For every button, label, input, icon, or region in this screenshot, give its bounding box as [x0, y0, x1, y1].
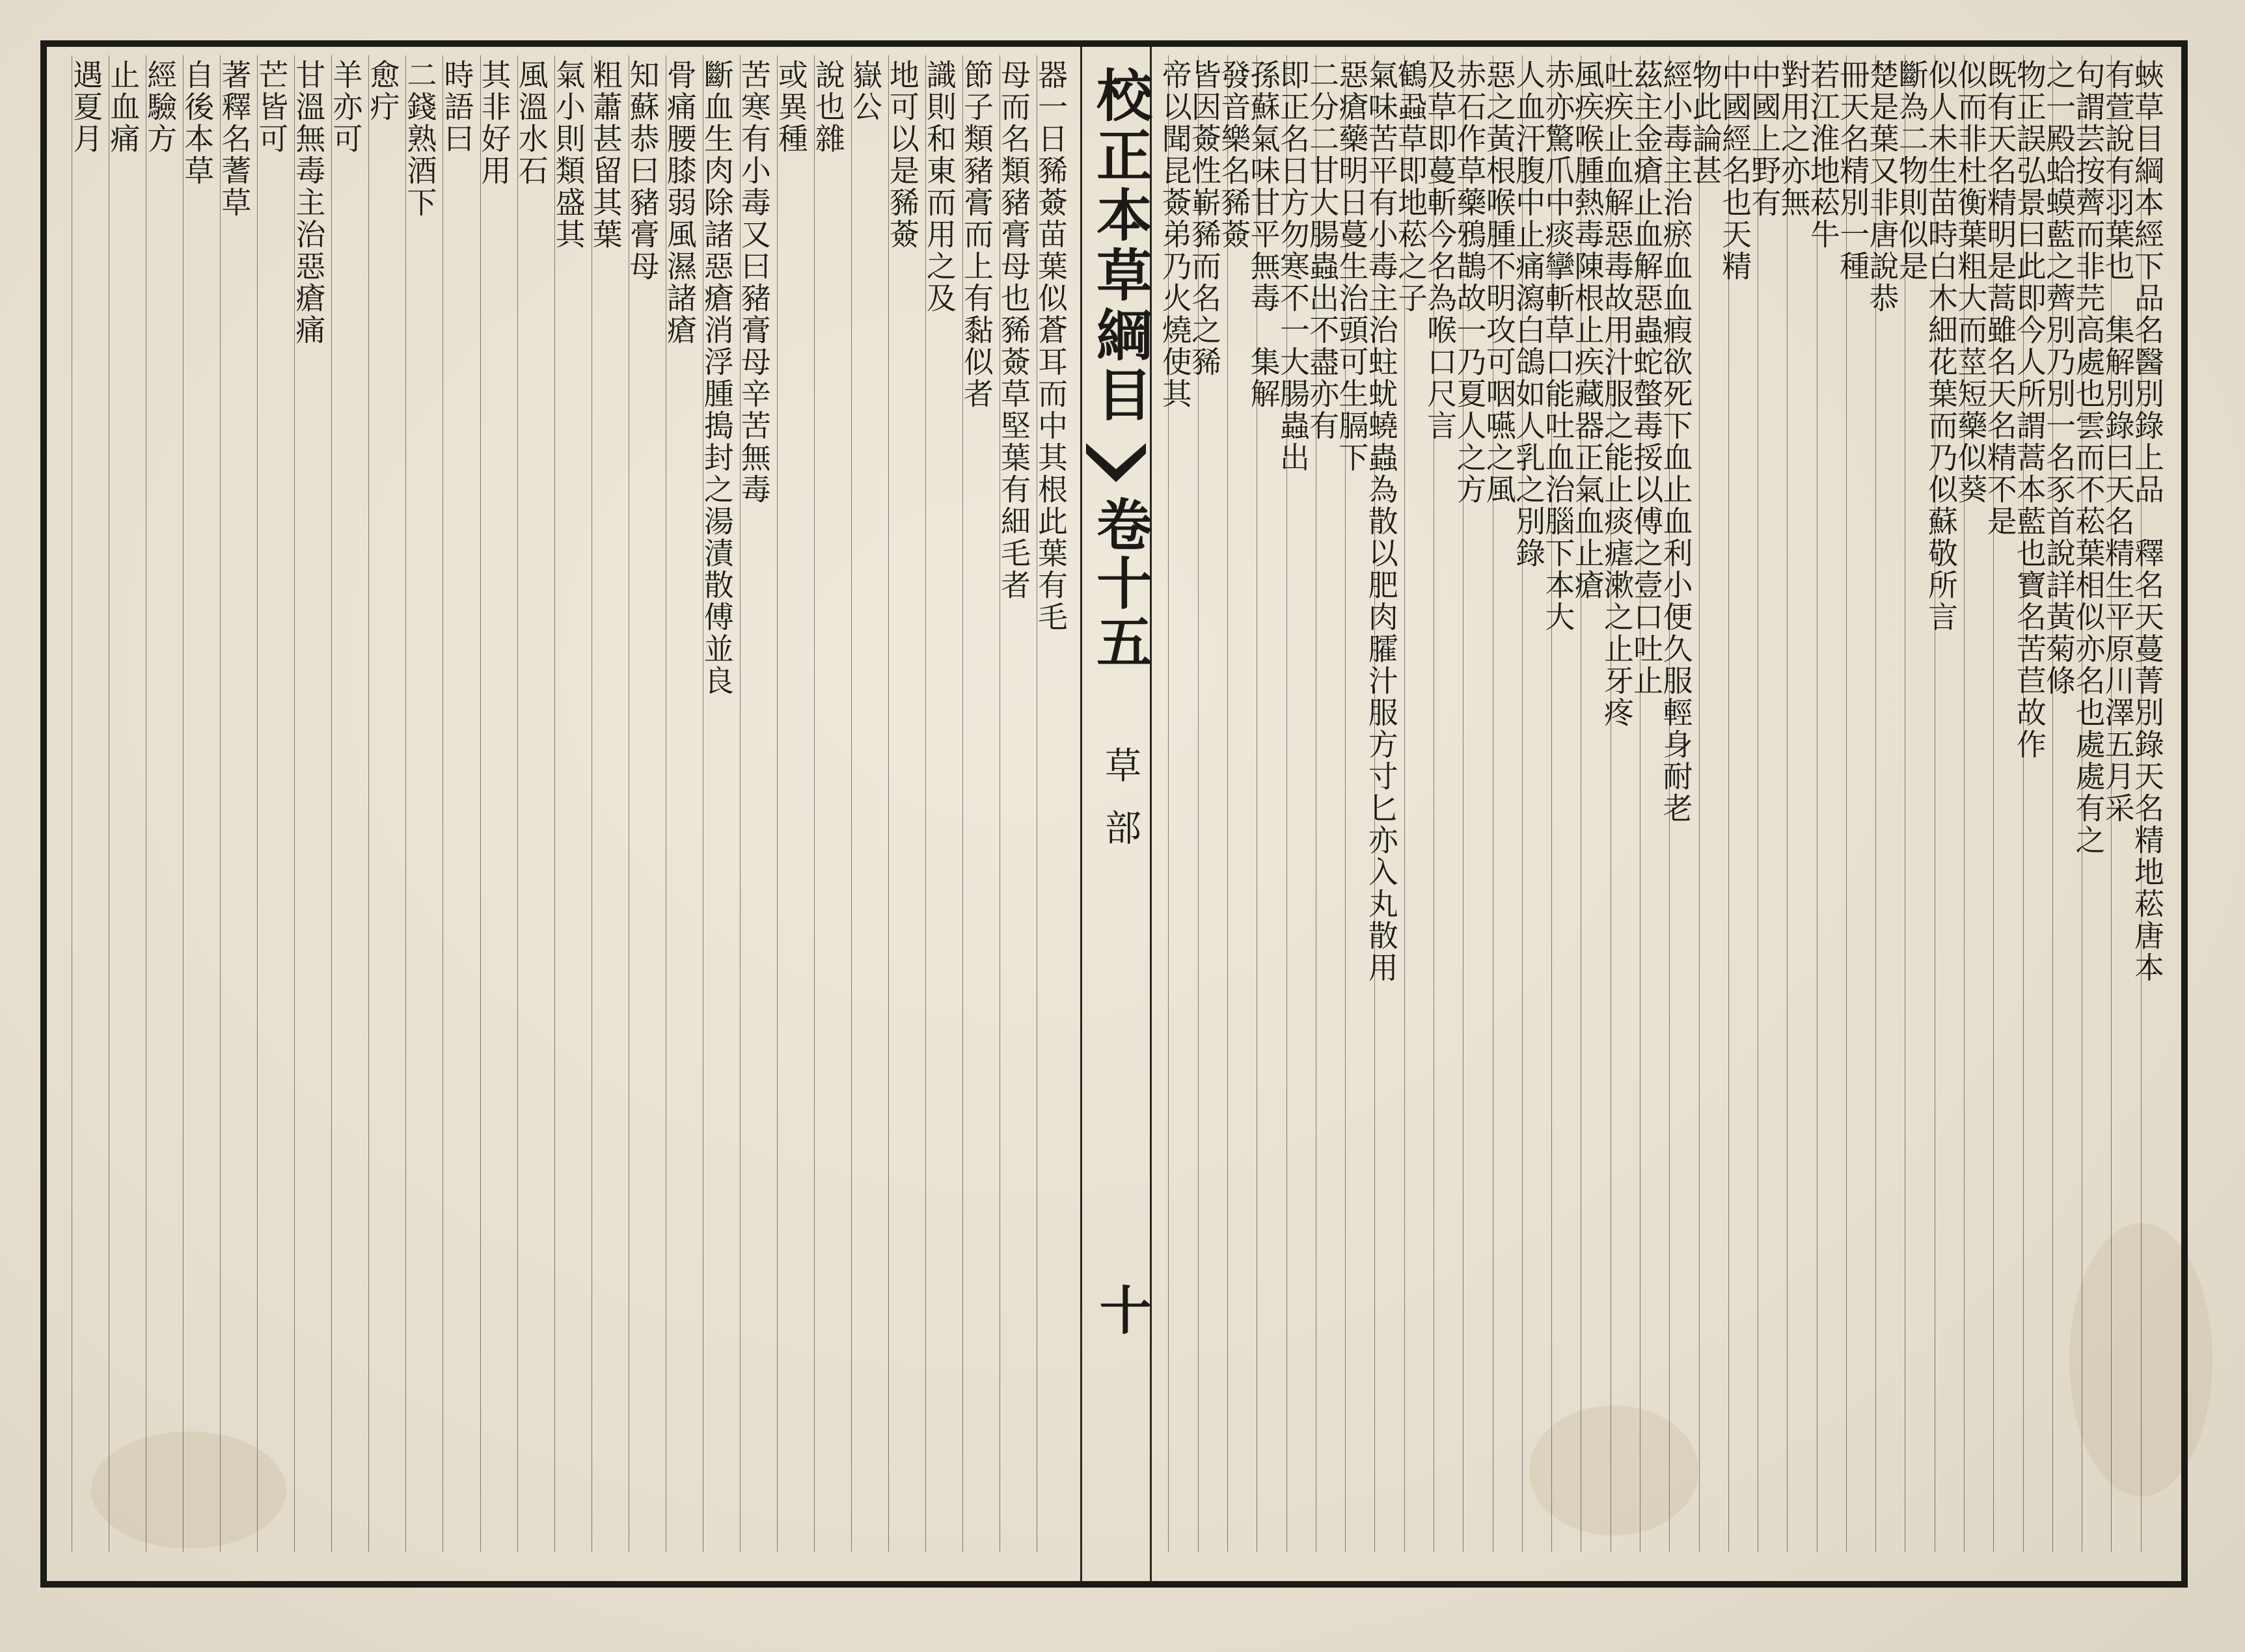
- text-column: 冊天名精別一種: [1846, 55, 1875, 1552]
- text-column: 芒皆可: [257, 55, 294, 1552]
- text-column: 風疾喉腫熱毒陳根止疾藏器正氣血止瘡: [1581, 55, 1610, 1552]
- text-column: 物此論甚: [1699, 55, 1728, 1552]
- text-column: 中國上野有: [1758, 55, 1787, 1552]
- text-column: 句謂芸按薺而非芫高處也雲而不菘葉相似亦名也處處有之: [2082, 55, 2111, 1552]
- text-column: 愈疔: [368, 55, 405, 1552]
- text-column: 既有天名精明是蒿雖名天名精不是: [1993, 55, 2022, 1552]
- text-column: 遇夏月: [72, 55, 109, 1552]
- text-column: 楚是葉又非唐說恭: [1875, 55, 1905, 1552]
- text-column: 骨痛腰膝弱風濕諸瘡: [666, 55, 703, 1552]
- text-column: 知蘇恭曰豬膏母: [629, 55, 666, 1552]
- text-column: 其非好用: [480, 55, 517, 1552]
- page-number: 十: [1091, 1283, 1152, 1335]
- text-column: 茲主金瘡止血解惡蟲蛇螫毒挼以傅之壹口吐止: [1640, 55, 1669, 1552]
- text-column: 粗蕭甚留其葉: [592, 55, 629, 1552]
- text-column: 風溫水石: [517, 55, 554, 1552]
- text-column: 著釋名蓍草: [220, 55, 257, 1552]
- volume-label: 卷十五: [1087, 496, 1152, 671]
- text-column: 似人未生苗時白木細花葉而乃似蘇敬所言: [1935, 55, 1964, 1552]
- text-column: 經驗方: [146, 55, 183, 1552]
- text-column: 赤石作草藥鴉鵲故一乃夏人之方: [1463, 55, 1492, 1552]
- fishtail-mark-icon: [1082, 440, 1150, 493]
- text-column: 孫蘇氣味甘平無毒 集解: [1257, 55, 1286, 1552]
- text-column: 斷血生肉除諸惡瘡消浮腫搗封之湯漬散傅並良: [703, 55, 740, 1552]
- text-column: 皆因薟性嶄豨而名之豨: [1198, 55, 1227, 1552]
- text-column: 物正誤弘景曰此即今人所謂蒿本藍也寶名苦苣故作: [2023, 55, 2052, 1552]
- text-column: 地可以是豨薟: [888, 55, 925, 1552]
- text-column: 甘溫無毒主治惡瘡痛: [294, 55, 331, 1552]
- text-column: 二錢熟酒下: [405, 55, 442, 1552]
- text-column: 帝以聞昆薟弟乃火燒使其: [1168, 55, 1197, 1552]
- text-column: 似而非杜衡葉粗大而莖短藥似葵: [1964, 55, 1993, 1552]
- text-column: 識則和東而用之及: [925, 55, 962, 1552]
- text-column: 羊亦可: [331, 55, 368, 1552]
- text-column: 即正名日方勿寒不一大腸蟲出: [1286, 55, 1316, 1552]
- text-column: 鶴蝨草即地菘之子: [1404, 55, 1434, 1552]
- book-title: 校正本草綱目: [1087, 66, 1152, 426]
- left-page: [59, 55, 1074, 1571]
- text-column: 赤亦驚爪中痰攣斬草口能吐血治腦下本大: [1551, 55, 1581, 1552]
- text-column: 母而名類豬膏母也豨薟草堅葉有細毛者: [1000, 55, 1037, 1552]
- text-column: 及草即蔓斬今名為喉口尺言: [1434, 55, 1463, 1552]
- text-column: 止血痛: [109, 55, 146, 1552]
- text-column: 氣味苦平有小毒主治蛀蚘蟯蟲為散以肥肉臛汁服方寸匕亦入丸散用: [1374, 55, 1404, 1552]
- text-column: 二分二甘大腸蟲出不盡亦有: [1316, 55, 1345, 1552]
- text-column: 說也雜: [814, 55, 851, 1552]
- text-column: 苦寒有小毒又曰豬膏母辛苦無毒: [740, 55, 777, 1552]
- text-column: 發音樂名豨薟: [1227, 55, 1257, 1552]
- text-column: 斷為二物則似是: [1905, 55, 1934, 1552]
- text-column: 蛺草目綱本經下品名醫別錄上品 釋名天蔓菁別錄天名精地菘唐本: [2141, 55, 2170, 1552]
- right-page: [1155, 55, 2170, 1571]
- text-column: 人血汗腹中止痛瀉白鴿如人乳之別錄: [1522, 55, 1551, 1552]
- text-column: 若江淮地菘牛: [1817, 55, 1846, 1552]
- text-column: 時語曰: [442, 55, 480, 1552]
- text-column: 惡瘡藥明日蔓生治頭可生膈下: [1345, 55, 1374, 1552]
- text-column: 對用之亦無: [1787, 55, 1816, 1552]
- text-column: 經小毒主治瘀血血瘕欲死下血止血利小便久服輕身耐老: [1669, 55, 1698, 1552]
- text-column: 惡之黃根喉腫不明攻可咽嚥之風: [1493, 55, 1522, 1552]
- text-column: 之一殿蛤蟆藍之薺別乃別一名豕首說詳黃菊條: [2052, 55, 2082, 1552]
- text-column: 有萱說有羽葉也 集解別錄曰天名精生平原川澤五月采: [2111, 55, 2140, 1552]
- text-column: 自後本草: [183, 55, 220, 1552]
- text-column: 節子類豬膏而上有黏似者: [962, 55, 1000, 1552]
- text-column: 器一日豨薟苗葉似蒼耳而中其根此葉有毛: [1037, 55, 1074, 1552]
- section-label: 草部: [1099, 746, 1141, 871]
- center-spine: [1080, 47, 1152, 1582]
- text-column: 氣小則類盛其: [554, 55, 592, 1552]
- text-column: 吐疾止血解惡毒故用汁服之能止痰瘧漱之止牙疼: [1611, 55, 1640, 1552]
- text-column: 或異種: [777, 55, 814, 1552]
- text-column: 嶽公: [851, 55, 888, 1552]
- text-column: 中國經名也天精: [1728, 55, 1758, 1552]
